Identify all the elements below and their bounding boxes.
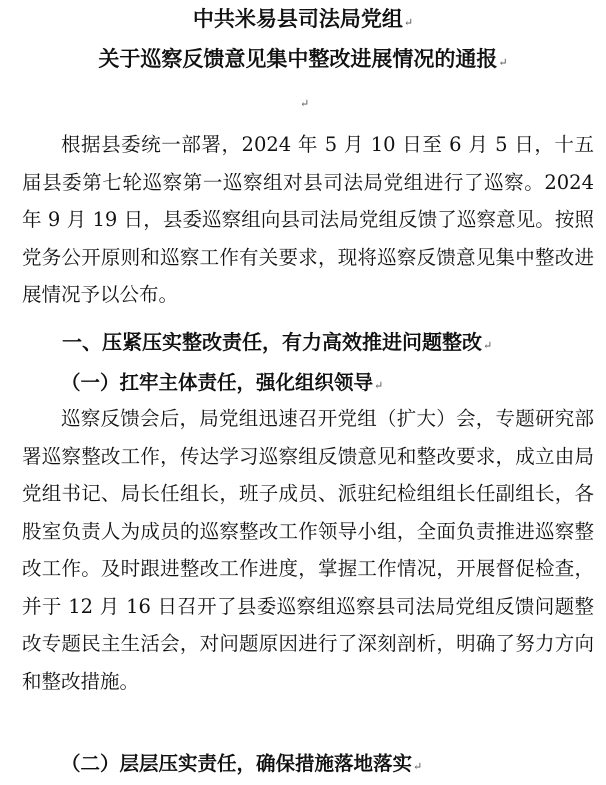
paragraph-mark-icon: ↵	[483, 339, 493, 352]
paragraph-mark-icon: ↵	[374, 379, 384, 392]
subsection-heading	[22, 364, 594, 404]
subsection-heading-text: （一）扛牢主体责任，强化组织领导	[61, 371, 374, 394]
section-heading	[22, 324, 594, 364]
intro-paragraph: 根据县委统一部署，2024 年 5 月 10 日至 6 月 5 日，十五届县委第七轮巡察第一巡察组对县司法局党组进行了巡察。2024 年 9 月 19 日，县委巡察组向县司法局党组反馈了巡察意见。按照党务公开原则和巡察工作有关要求，现将巡察反馈意见集中整改进展情况予以公布。	[22, 133, 594, 306]
document-title-line2	[0, 44, 606, 78]
document-title-line1	[0, 4, 606, 38]
subsection-heading-text: （二）层层压实责任，确保措施落地落实	[61, 752, 413, 775]
body-paragraph: 巡察反馈会后，局党组迅速召开党组（扩大）会，专题研究部署巡察整改工作，传达学习巡察组反馈意见和整改要求，成立由局党组书记、局长任组长，班子成员、派驻纪检组组长任副组长，各股室负责人为成员的巡察整改工作领导小组，全面负责推进巡察整改工作。及时跟进整改工作进度，掌握工作情况，开展督促检查，并于 12 月 16 日召开了县委巡察组巡察县司法局党组反馈问题整改专题民主生活会，对问题原因进行了深刻剖析，明确了努力方向和整改措施。	[22, 407, 594, 693]
paragraph-mark-icon: ↵	[300, 97, 310, 110]
paragraph-mark-icon: ↵	[413, 760, 423, 773]
title-line1-text: 中共米易县司法局党组	[192, 6, 403, 31]
paragraph-mark-icon: ↵	[498, 56, 508, 69]
subsection-heading	[22, 745, 594, 785]
section-heading-text: 一、压紧压实整改责任，有力高效推进问题整改	[62, 330, 482, 354]
paragraph-mark-icon: ↵	[403, 16, 414, 29]
title-line2-text: 关于巡察反馈意见集中整改进展情况的通报	[98, 46, 498, 71]
